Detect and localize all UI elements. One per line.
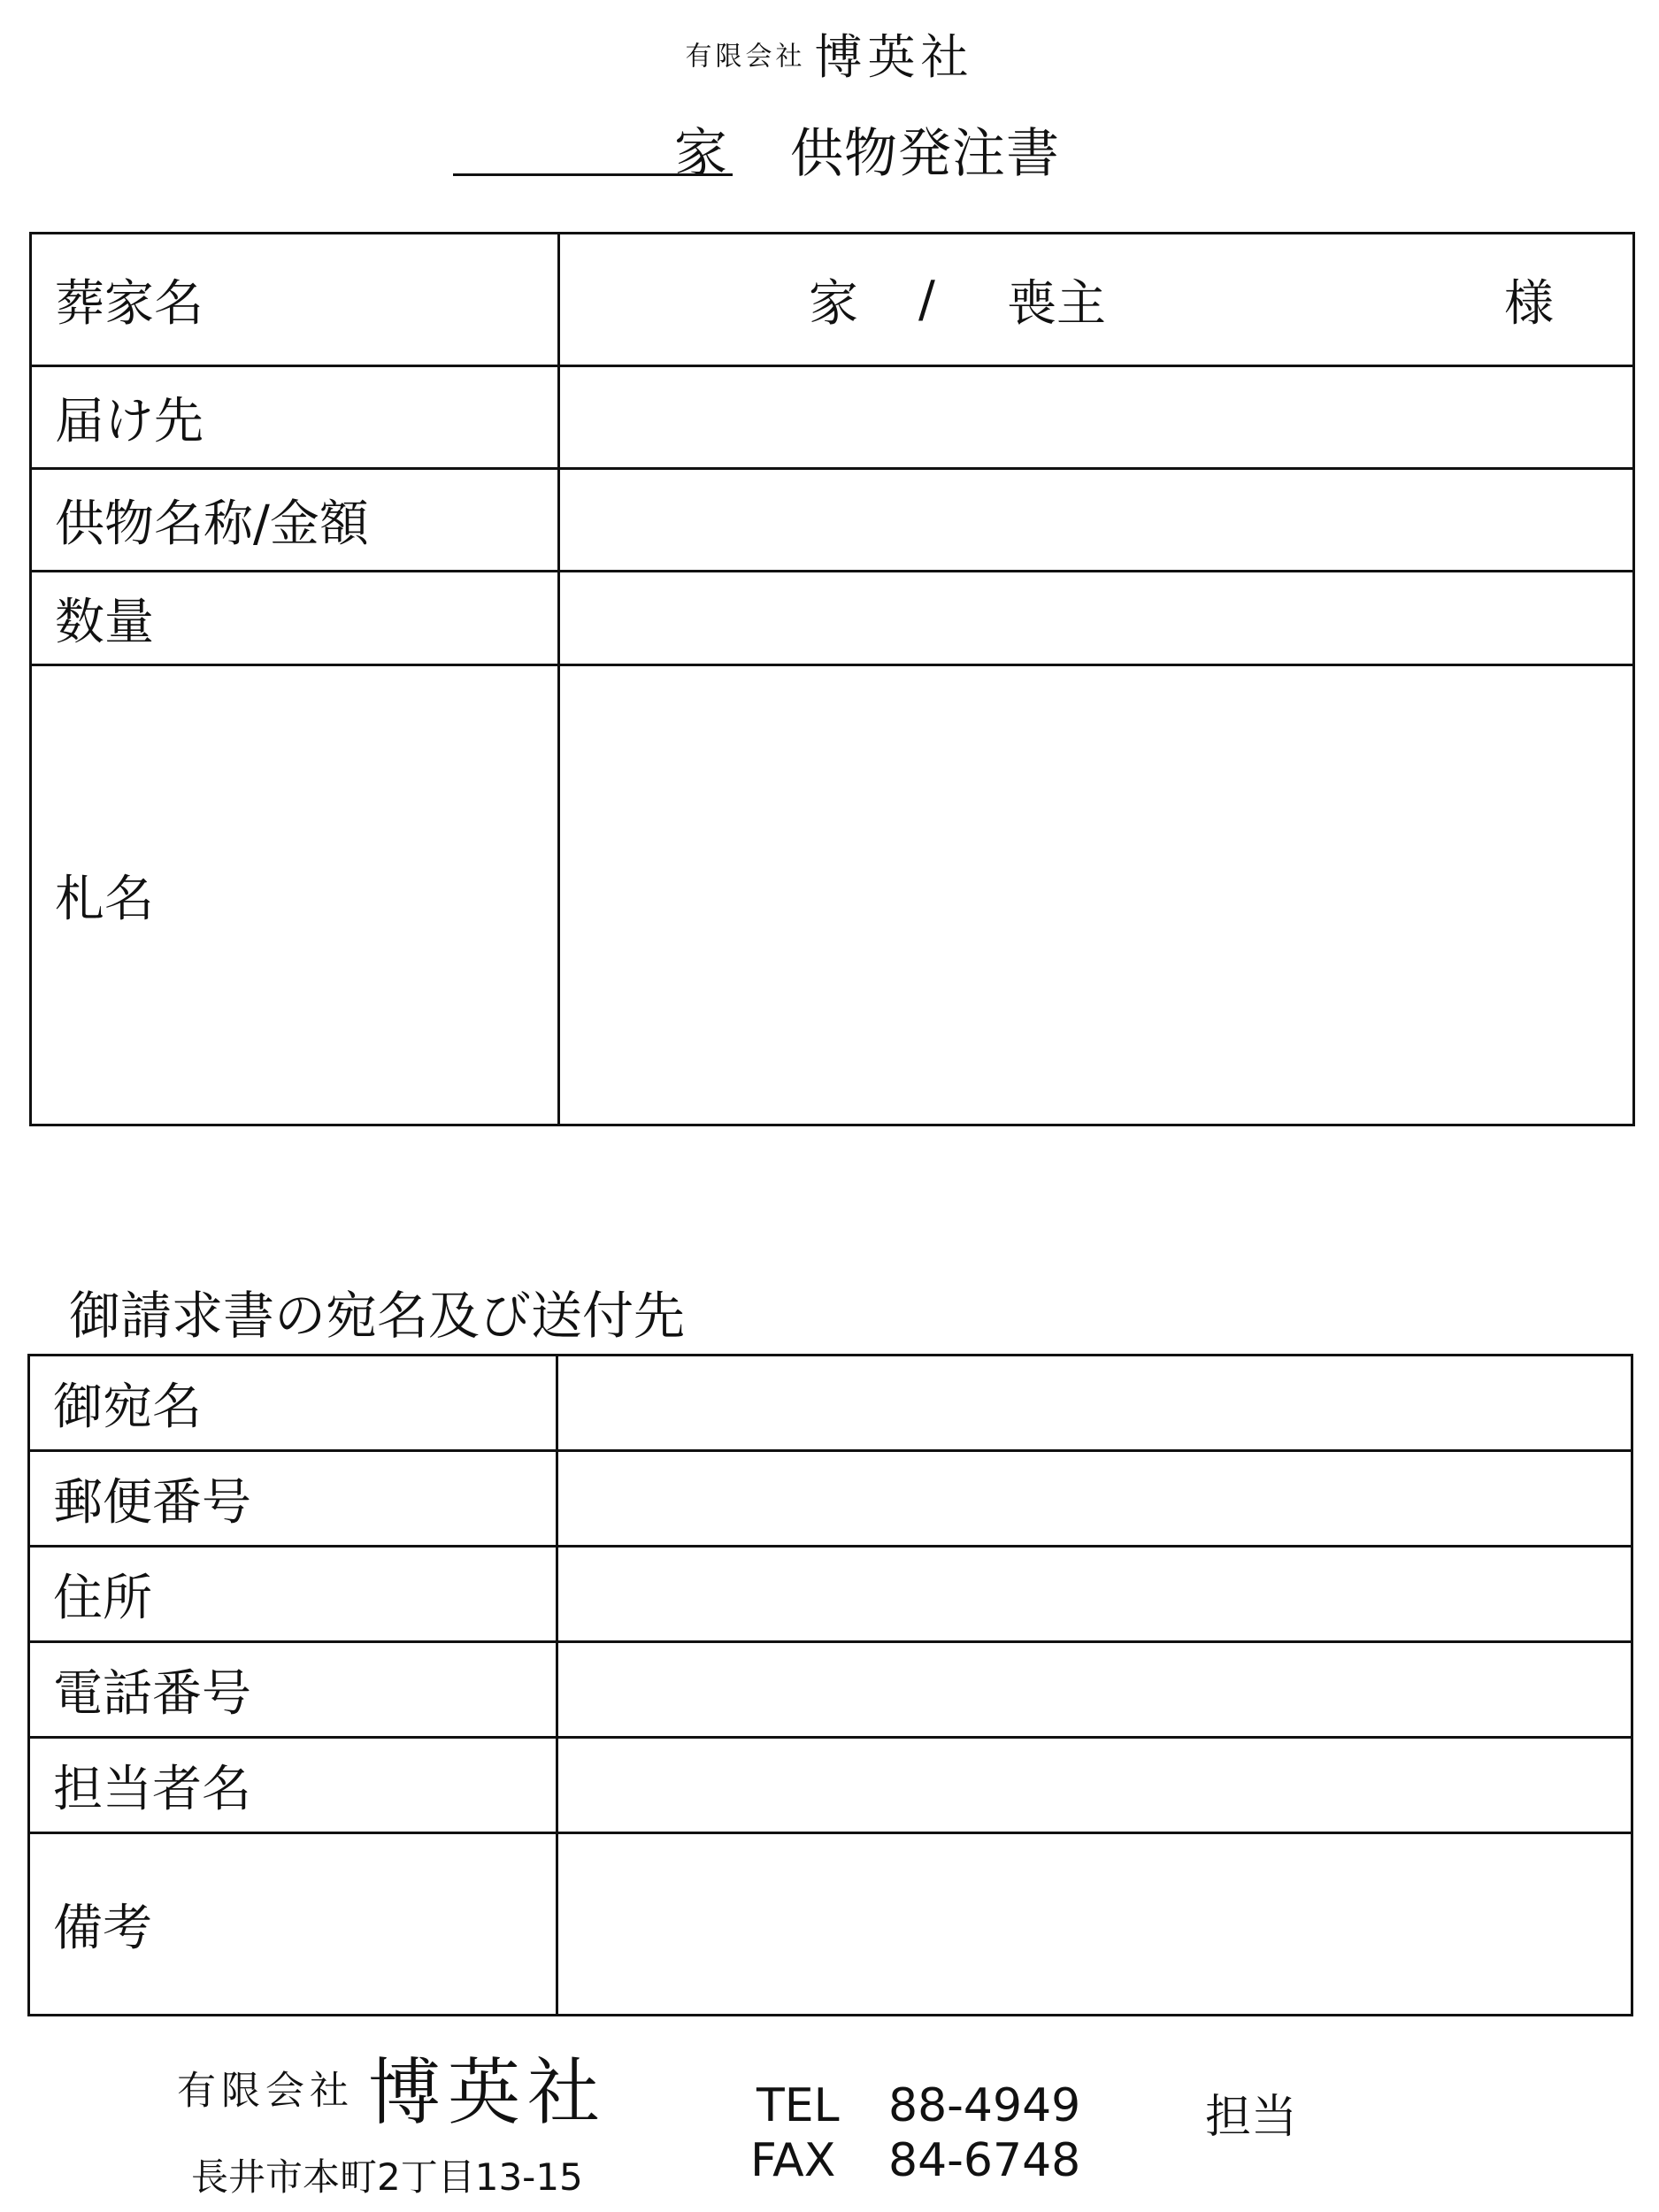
row-label-offering-price: 供物名称/金額 [31,469,559,572]
title-ie: 家 [674,123,727,185]
staff-label: 担当 [1205,2091,1298,2144]
company-prefix: 有限会社 [685,41,806,73]
footer-company-prefix: 有限会社 [177,2068,354,2114]
fax-label: FAX [750,2134,836,2187]
row-label-quantity: 数量 [31,572,559,665]
billing-caption: 御請求書の宛名及び送付先 [69,1286,686,1346]
row-label-contact-person: 担当者名 [29,1738,557,1833]
fax-number: 84-6748 [888,2134,1081,2187]
sama-label: 様 [1504,274,1554,333]
row-label-addressee: 御宛名 [29,1356,557,1451]
table-row [31,665,1634,1125]
address-field[interactable] [557,1547,1632,1642]
row-label-remarks: 備考 [29,1833,557,2016]
phone-field[interactable] [557,1642,1632,1738]
table-row [29,1547,1632,1642]
page-title: 供物発注書 [790,123,1060,185]
table-row [29,1833,1632,2016]
row-label-postal-code: 郵便番号 [29,1451,557,1547]
order-form-table [29,232,1635,1126]
footer-company-name: 博英社 [368,2051,608,2135]
table-row [29,1356,1632,1451]
row-label-phone: 電話番号 [29,1642,557,1738]
moshu-label: 喪主 [1007,274,1106,333]
table-row [29,1738,1632,1833]
placard-name-field[interactable] [559,665,1634,1125]
table-row [31,469,1634,572]
footer-address: 長井市本町2丁目13-15 [191,2155,583,2199]
tel-label: TEL [757,2079,840,2132]
row-label-placard: 札名 [31,665,559,1125]
billing-form-table [27,1354,1633,2016]
footer-company [177,2035,607,2139]
table-row [29,1451,1632,1547]
company-name: 博英社 [814,29,974,85]
contact-person-field[interactable] [557,1738,1632,1833]
offering-price-field[interactable] [559,469,1634,572]
funeral-family-field[interactable] [559,234,1634,366]
row-label-address: 住所 [29,1547,557,1642]
quantity-field[interactable] [559,572,1634,665]
table-row [31,366,1634,469]
slash-separator: / [918,271,935,328]
row-label-delivery: 届け先 [31,366,559,469]
company-header [0,19,1659,88]
table-row [31,572,1634,665]
row-label-funeral-family: 葬家名 [31,234,559,366]
table-row [31,234,1634,366]
ie-label: 家 [809,274,858,333]
postal-code-field[interactable] [557,1451,1632,1547]
tel-number: 88-4949 [888,2079,1081,2132]
delivery-field[interactable] [559,366,1634,469]
table-row [29,1642,1632,1738]
remarks-field[interactable] [557,1833,1632,2016]
addressee-field[interactable] [557,1356,1632,1451]
